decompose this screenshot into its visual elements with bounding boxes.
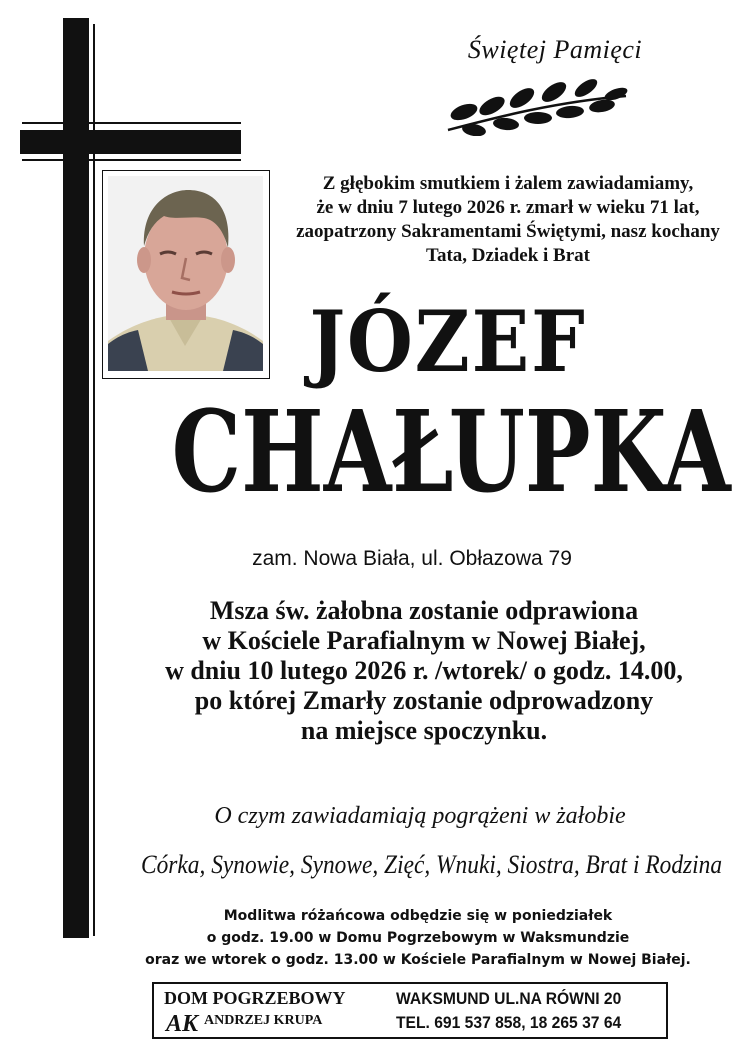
mourners-intro: O czym zawiadamiają pogrążeni w żałobie	[214, 803, 626, 829]
cross-outline-top	[22, 122, 241, 124]
mass-line: po której Zmarły zostanie odprowadzony	[194, 686, 654, 715]
funeral-home-phone: TEL. 691 537 858, 18 265 37 64	[396, 1013, 622, 1032]
rosary-details	[100, 905, 736, 971]
mass-line: w dniu 10 lutego 2026 r. /wtorek/ o godz. 14.00,	[165, 656, 683, 685]
cross-vertical-beam	[63, 18, 89, 938]
intro-line: że w dniu 7 lutego 2026 r. zmarł w wieku 71 lat,	[316, 197, 700, 218]
intro-line: Tata, Dziadek i Brat	[426, 245, 590, 266]
intro-line: Z głębokim smutkiem i żalem zawiadamiamy,	[322, 173, 694, 194]
mourners-list: Córka, Synowie, Synowe, Zięć, Wnuki, Siostra, Brat i Rodzina	[141, 850, 723, 879]
funeral-home-address: WAKSMUND UL.NA RÓWNI 20	[396, 989, 622, 1008]
deceased-last-name: CHAŁUPKA	[171, 387, 731, 518]
header-title: Świętej Pamięci	[467, 35, 643, 64]
cross-outline-bottom	[22, 159, 241, 161]
rosary-line: oraz we wtorek o godz. 13.00 w Kościele Parafialnym w Nowej Białej.	[145, 952, 691, 968]
intro-line: zaopatrzony Sakramentami Świętymi, nasz kochany	[296, 221, 720, 242]
mass-details	[100, 596, 748, 746]
cross-horizontal-beam	[20, 130, 241, 154]
mass-line: Msza św. żałobna zostanie odprawiona	[209, 596, 639, 625]
mass-line: w Kościele Parafialnym w Nowej Białej,	[202, 626, 646, 655]
announcement-intro	[272, 172, 744, 268]
funeral-home-footer	[152, 982, 668, 1039]
rosary-line: o godz. 19.00 w Domu Pogrzebowym w Waksmundzie	[206, 930, 630, 946]
funeral-home-logo-icon	[164, 1006, 204, 1036]
portrait-photo	[108, 176, 263, 371]
deceased-address: zam. Nowa Biała, ul. Obłazowa 79	[252, 547, 572, 570]
rosary-line: Modlitwa różańcowa odbędzie się w poniedziałek	[223, 908, 613, 924]
portrait-illustration	[108, 176, 263, 371]
logo-lettering: AK	[166, 1011, 199, 1036]
deceased-first-name: JÓZEF	[309, 292, 587, 391]
mass-line: na miejsce spoczynku.	[300, 716, 548, 745]
funeral-home-name: DOM POGRZEBOWY	[164, 988, 346, 1008]
branch-icon	[444, 78, 630, 136]
funeral-home-owner: ANDRZEJ KRUPA	[204, 1013, 323, 1028]
